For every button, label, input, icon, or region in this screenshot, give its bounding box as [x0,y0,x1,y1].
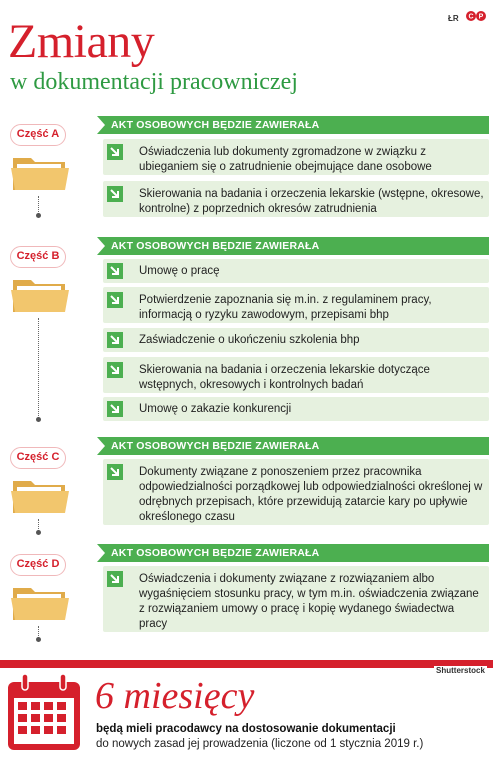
section-header: AKT OSOBOWYCH BĘDZIE ZAWIERAŁA [97,437,489,455]
item-text: Skierowania na badania i orzeczenia lekarskie (wstępne, okresowe, kontrolne) z poprzednich okresów zatrudnienia [139,188,484,215]
item-text: Zaświadczenie o ukończeniu szkolenia bhp [139,334,360,346]
cp-logo-icon [466,10,486,22]
list-item [103,566,489,632]
footer-divider [0,660,493,668]
list-item [103,181,489,217]
section-header: AKT OSOBOWYCH BĘDZIE ZAWIERAŁA [97,116,489,134]
folder-icon [9,473,71,515]
section-header: AKT OSOBOWYCH BĘDZIE ZAWIERAŁA [97,237,489,255]
author-credit: ŁR [448,14,459,23]
svg-text:P: P [478,13,484,21]
months-headline: 6 miesięcy [95,675,255,717]
part-a-label: Część A [10,124,66,146]
timeline-dot [36,637,41,642]
list-item [103,259,489,283]
item-text: Umowę o pracę [139,265,220,277]
item-text: Umowę o zakazie konkurencji [139,403,292,415]
arrow-icon [107,263,123,279]
arrow-icon [107,362,123,378]
part-b-label: Część B [10,246,66,268]
item-text: Oświadczenia lub dokumenty zgromadzone w związku z ubieganiem się o zatrudnienie obejmujące dane osobowe [139,146,432,173]
arrow-icon [107,186,123,202]
footer-bold-text: będą mieli pracodawcy na dostosowanie dokumentacji [96,723,396,735]
item-text: Skierowania na badania i orzeczenia lekarskie dotyczące wstępnych, okresowych i kontrolnych badań [139,364,430,391]
calendar-icon [6,672,82,752]
folder-icon [9,272,71,314]
list-item [103,328,489,352]
list-item [103,287,489,323]
part-d-label: Część D [10,554,66,576]
list-item [103,357,489,393]
folder-icon [9,580,71,622]
arrow-icon [107,571,123,587]
footer-text: do nowych zasad jej prowadzenia (liczone od 1 stycznia 2019 r.) [96,738,424,750]
timeline-connector [38,318,40,418]
timeline-dot [36,417,41,422]
item-text: Oświadczenia i dokumenty związane z rozwiązaniem albo wygaśnięciem stosunku pracy, w tym m.in. oświadczenia związane z rozwiązaniem umowy o pracę i kopię wydanego świadectwa pracy [139,573,479,630]
timeline-dot [36,213,41,218]
svg-text:C: C [468,13,474,21]
list-item [103,459,489,525]
arrow-icon [107,401,123,417]
page-title: Zmiany [8,15,155,68]
arrow-icon [107,332,123,348]
photo-credit: Shutterstock [436,666,485,675]
timeline-dot [36,530,41,535]
page-subtitle: w dokumentacji pracowniczej [10,69,298,95]
part-c-label: Część C [10,447,66,469]
item-text: Dokumenty związane z ponoszeniem przez pracownika odpowiedzialności porządkowej lub odpowiedzialności określonej w odrębnych przepisach, które przewidują zatarcie kary po upływie określonego czasu [139,466,483,523]
arrow-icon [107,464,123,480]
folder-icon [9,150,71,192]
arrow-icon [107,292,123,308]
list-item [103,397,489,421]
list-item [103,139,489,175]
item-text: Potwierdzenie zapoznania się m.in. z regulaminem pracy, informacją o ryzyku zawodowym, przepisami bhp [139,294,432,321]
section-header: AKT OSOBOWYCH BĘDZIE ZAWIERAŁA [97,544,489,562]
arrow-icon [107,144,123,160]
timeline-connector [38,196,40,214]
